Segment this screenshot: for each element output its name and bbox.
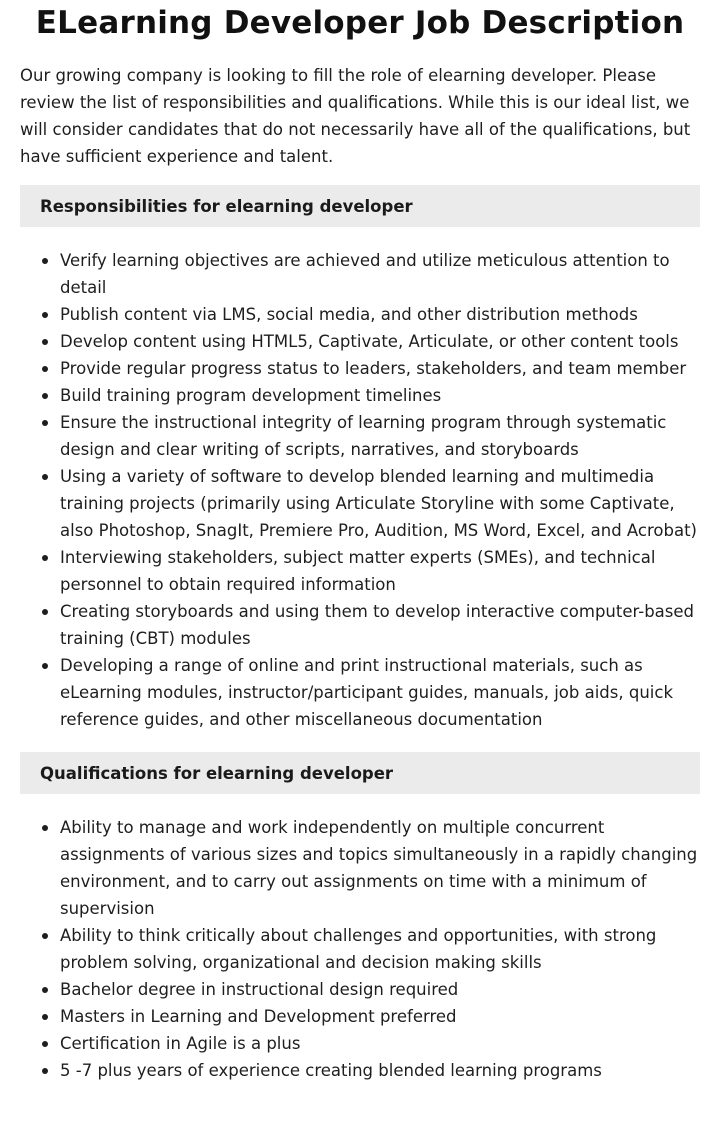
list-item xyxy=(60,544,700,598)
responsibilities-header xyxy=(20,185,700,227)
responsibility-text: Provide regular progress status to leaders, stakeholders, and team member xyxy=(60,359,687,378)
list-item xyxy=(60,922,700,976)
list-item xyxy=(60,355,700,382)
responsibility-text: Ensure the instructional integrity of learning program through systematic design and clear writing of scripts, narratives, and storyboards xyxy=(60,413,667,459)
qualification-text: Certification in Agile is a plus xyxy=(60,1034,301,1053)
qualifications-list xyxy=(20,814,700,1084)
qualifications-heading: Qualifications for elearning developer xyxy=(40,763,394,783)
bullet-icon xyxy=(42,312,48,318)
bullet-icon xyxy=(42,825,48,831)
bullet-icon xyxy=(42,366,48,372)
page-title: ELearning Developer Job Description xyxy=(35,5,685,41)
list-item xyxy=(60,328,700,355)
bullet-icon xyxy=(42,1068,48,1074)
responsibility-text: Using a variety of software to develop blended learning and multimedia training projects (primarily using Articulate Storyline with some Captivate, also Photoshop, SnagIt, Premiere Pro, Audition, MS Word, Excel, and Acrobat) xyxy=(60,467,697,540)
intro-paragraph: Our growing company is looking to fill the role of elearning developer. Please review the list of responsibilities and qualifications. While this is our ideal list, we will consider candidates that do not necessarily have all of the qualifications, but have sufficient experience and talent. xyxy=(20,66,691,166)
list-item xyxy=(60,463,700,544)
list-item xyxy=(60,1030,700,1057)
qualification-text: Ability to think critically about challenges and opportunities, with strong problem solving, organizational and decision making skills xyxy=(60,926,657,972)
bullet-icon xyxy=(42,339,48,345)
list-item xyxy=(60,382,700,409)
list-item xyxy=(60,301,700,328)
list-item xyxy=(60,598,700,652)
qualification-text: Ability to manage and work independently on multiple concurrent assignments of various sizes and topics simultaneously in a rapidly changing environment, and to carry out assignments on time with a minimum of supervision xyxy=(60,818,698,918)
list-item xyxy=(60,652,700,733)
qualifications-header xyxy=(20,752,700,794)
responsibilities-list xyxy=(20,247,700,733)
list-item xyxy=(60,247,700,301)
bullet-icon xyxy=(42,1041,48,1047)
list-item xyxy=(60,1003,700,1030)
responsibility-text: Verify learning objectives are achieved and utilize meticulous attention to detail xyxy=(60,251,670,297)
responsibility-text: Creating storyboards and using them to develop interactive computer-based training (CBT) modules xyxy=(60,602,695,648)
bullet-icon xyxy=(42,663,48,669)
bullet-icon xyxy=(42,933,48,939)
bullet-icon xyxy=(42,393,48,399)
responsibility-text: Publish content via LMS, social media, and other distribution methods xyxy=(60,305,638,324)
list-item xyxy=(60,409,700,463)
list-item xyxy=(60,976,700,1003)
bullet-icon xyxy=(42,420,48,426)
responsibility-text: Developing a range of online and print instructional materials, such as eLearning modules, instructor/participant guides, manuals, job aids, quick reference guides, and other miscellaneous documentation xyxy=(60,656,674,729)
responsibility-text: Develop content using HTML5, Captivate, Articulate, or other content tools xyxy=(60,332,679,351)
responsibility-text: Interviewing stakeholders, subject matter experts (SMEs), and technical personnel to obtain required information xyxy=(60,548,656,594)
bullet-icon xyxy=(42,1014,48,1020)
list-item xyxy=(60,814,700,922)
responsibilities-heading: Responsibilities for elearning developer xyxy=(40,196,413,216)
bullet-icon xyxy=(42,609,48,615)
responsibility-text: Build training program development timelines xyxy=(60,386,442,405)
bullet-icon xyxy=(42,474,48,480)
bullet-icon xyxy=(42,258,48,264)
qualification-text: Masters in Learning and Development preferred xyxy=(60,1007,457,1026)
bullet-icon xyxy=(42,987,48,993)
bullet-icon xyxy=(42,555,48,561)
qualification-text: Bachelor degree in instructional design required xyxy=(60,980,459,999)
qualification-text: 5 -7 plus years of experience creating blended learning programs xyxy=(60,1061,602,1080)
list-item xyxy=(60,1057,700,1084)
